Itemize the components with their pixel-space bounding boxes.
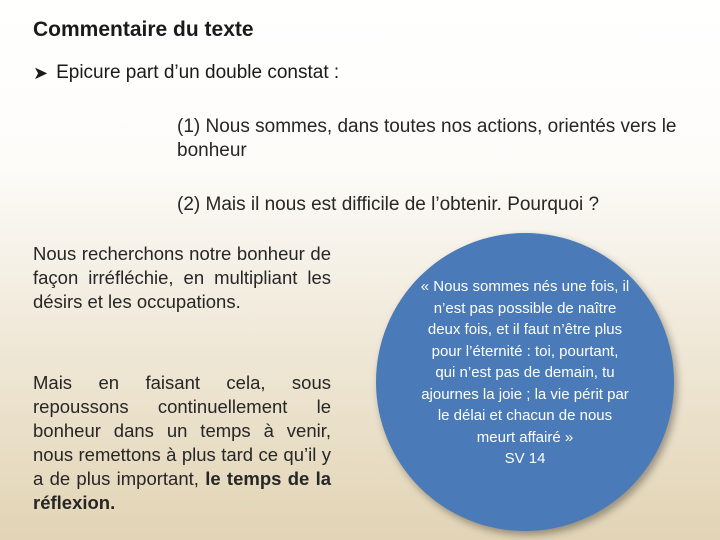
quote-source: SV 14 — [504, 450, 546, 468]
paragraph-2-emphasis: le temps de la réflexion. — [33, 468, 332, 513]
quote-text: « Nous sommes nés une fois, il n’est pas possible de naître deux fois, et il faut n’être plus pour l’éternité : toi, pourtant, qui n’est pas de demain, tu ajournes la joie ; la vie périt par le délai et chacun de nous meurt affairé » — [420, 278, 630, 446]
page-title: Commentaire du texte — [33, 18, 254, 41]
bullet-text: Epicure part d’un double constat : — [56, 62, 340, 83]
paragraph-2-text: Mais en faisant cela, sous repoussons continuellement le bonheur dans un temps à venir, nous remettons à plus tard ce qu’il y a de plus important, — [33, 372, 331, 489]
paragraph-1: Nous recherchons notre bonheur de façon irréfléchie, en multipliant les désirs et les occupations. — [33, 243, 331, 312]
quote-block — [420, 276, 630, 470]
point-2: (2) Mais il nous est difficile de l’obtenir. Pourquoi ? — [177, 194, 600, 215]
bullet-line — [33, 62, 339, 84]
quote-circle — [376, 233, 674, 531]
arrow-bullet-icon: ➤ — [33, 62, 49, 83]
point-1: (1) Nous sommes, dans toutes nos actions, orientés vers le bonheur — [177, 116, 677, 161]
paragraph-2 — [33, 371, 331, 515]
